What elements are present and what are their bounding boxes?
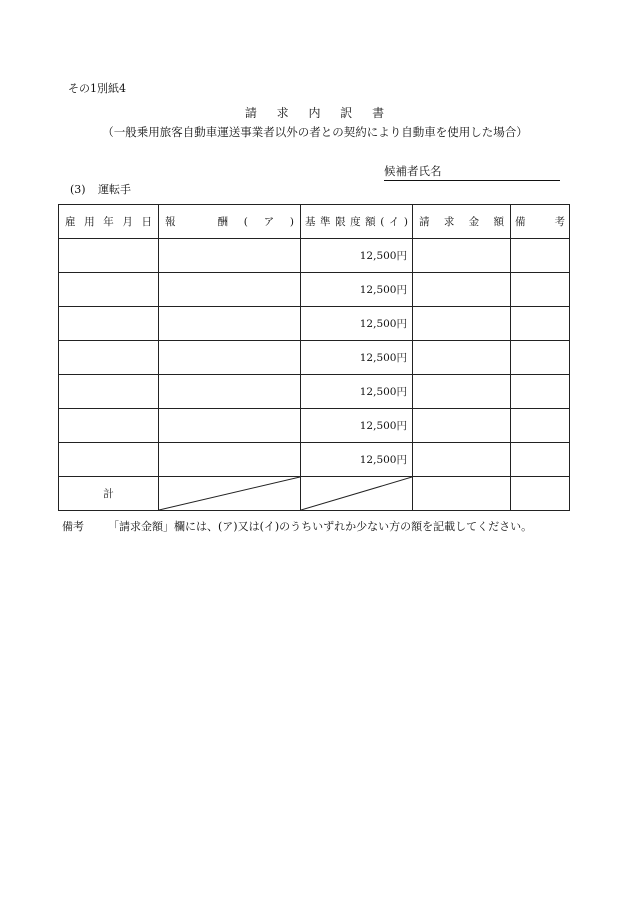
standard-limit-cell: 12,500円 bbox=[301, 239, 413, 273]
header-standard-limit: 基準限度額(イ) bbox=[301, 205, 413, 239]
total-label: 計 bbox=[59, 477, 159, 511]
table-row bbox=[59, 443, 570, 477]
note-text: 「請求金額」欄には、(ア)又は(イ)のうちいずれか少ない方の額を記載してください。 bbox=[108, 520, 533, 533]
header-remuneration: 報 酬(ア) bbox=[159, 205, 301, 239]
remuneration-cell[interactable] bbox=[159, 341, 301, 375]
employment-date-cell[interactable] bbox=[59, 273, 159, 307]
employment-date-cell[interactable] bbox=[59, 375, 159, 409]
section-heading bbox=[70, 181, 131, 197]
standard-limit-cell: 12,500円 bbox=[301, 341, 413, 375]
claim-amount-total-cell[interactable] bbox=[413, 477, 511, 511]
remarks-cell[interactable] bbox=[511, 409, 570, 443]
remuneration-total-diagonal bbox=[159, 477, 301, 511]
note-label: 備考 bbox=[62, 520, 84, 533]
header-remarks: 備 考 bbox=[511, 205, 570, 239]
claim-amount-cell[interactable] bbox=[413, 375, 511, 409]
document-reference: その1別紙4 bbox=[68, 82, 126, 95]
header-employment-date: 雇用年月日 bbox=[59, 205, 159, 239]
table-row bbox=[59, 307, 570, 341]
remuneration-cell[interactable] bbox=[159, 375, 301, 409]
remuneration-cell[interactable] bbox=[159, 273, 301, 307]
section-label: 運転手 bbox=[98, 183, 131, 196]
employment-date-cell[interactable] bbox=[59, 307, 159, 341]
remuneration-cell[interactable] bbox=[159, 443, 301, 477]
remarks-cell[interactable] bbox=[511, 273, 570, 307]
remarks-cell[interactable] bbox=[511, 443, 570, 477]
table-row bbox=[59, 375, 570, 409]
document-subtitle: （一般乗用旅客自動車運送事業者以外の者との契約により自動車を使用した場合） bbox=[102, 125, 528, 139]
remarks-total-cell[interactable] bbox=[511, 477, 570, 511]
remarks-cell[interactable] bbox=[511, 375, 570, 409]
employment-date-cell[interactable] bbox=[59, 443, 159, 477]
candidate-name-label: 候補者氏名 bbox=[384, 164, 442, 178]
standard-limit-total-diagonal bbox=[301, 477, 413, 511]
table-row bbox=[59, 341, 570, 375]
employment-date-cell[interactable] bbox=[59, 409, 159, 443]
table-row bbox=[59, 273, 570, 307]
claim-amount-cell[interactable] bbox=[413, 239, 511, 273]
candidate-name-field[interactable] bbox=[384, 163, 560, 181]
remuneration-cell[interactable] bbox=[159, 409, 301, 443]
standard-limit-cell: 12,500円 bbox=[301, 409, 413, 443]
claims-table bbox=[58, 204, 570, 511]
total-row bbox=[59, 477, 570, 511]
employment-date-cell[interactable] bbox=[59, 239, 159, 273]
standard-limit-cell: 12,500円 bbox=[301, 443, 413, 477]
claim-amount-cell[interactable] bbox=[413, 273, 511, 307]
section-number: (3) bbox=[70, 183, 86, 196]
remuneration-cell[interactable] bbox=[159, 239, 301, 273]
claim-amount-cell[interactable] bbox=[413, 409, 511, 443]
remarks-cell[interactable] bbox=[511, 307, 570, 341]
employment-date-cell[interactable] bbox=[59, 341, 159, 375]
claim-amount-cell[interactable] bbox=[413, 307, 511, 341]
document-title: 請 求 内 訳 書 bbox=[244, 106, 386, 120]
claim-amount-cell[interactable] bbox=[413, 443, 511, 477]
remuneration-cell[interactable] bbox=[159, 307, 301, 341]
standard-limit-cell: 12,500円 bbox=[301, 273, 413, 307]
table-header-row bbox=[59, 205, 570, 239]
claim-amount-cell[interactable] bbox=[413, 341, 511, 375]
remarks-cell[interactable] bbox=[511, 341, 570, 375]
standard-limit-cell: 12,500円 bbox=[301, 375, 413, 409]
header-claim-amount: 請求金額 bbox=[413, 205, 511, 239]
note bbox=[62, 518, 532, 534]
table-row bbox=[59, 239, 570, 273]
remarks-cell[interactable] bbox=[511, 239, 570, 273]
table-row bbox=[59, 409, 570, 443]
standard-limit-cell: 12,500円 bbox=[301, 307, 413, 341]
